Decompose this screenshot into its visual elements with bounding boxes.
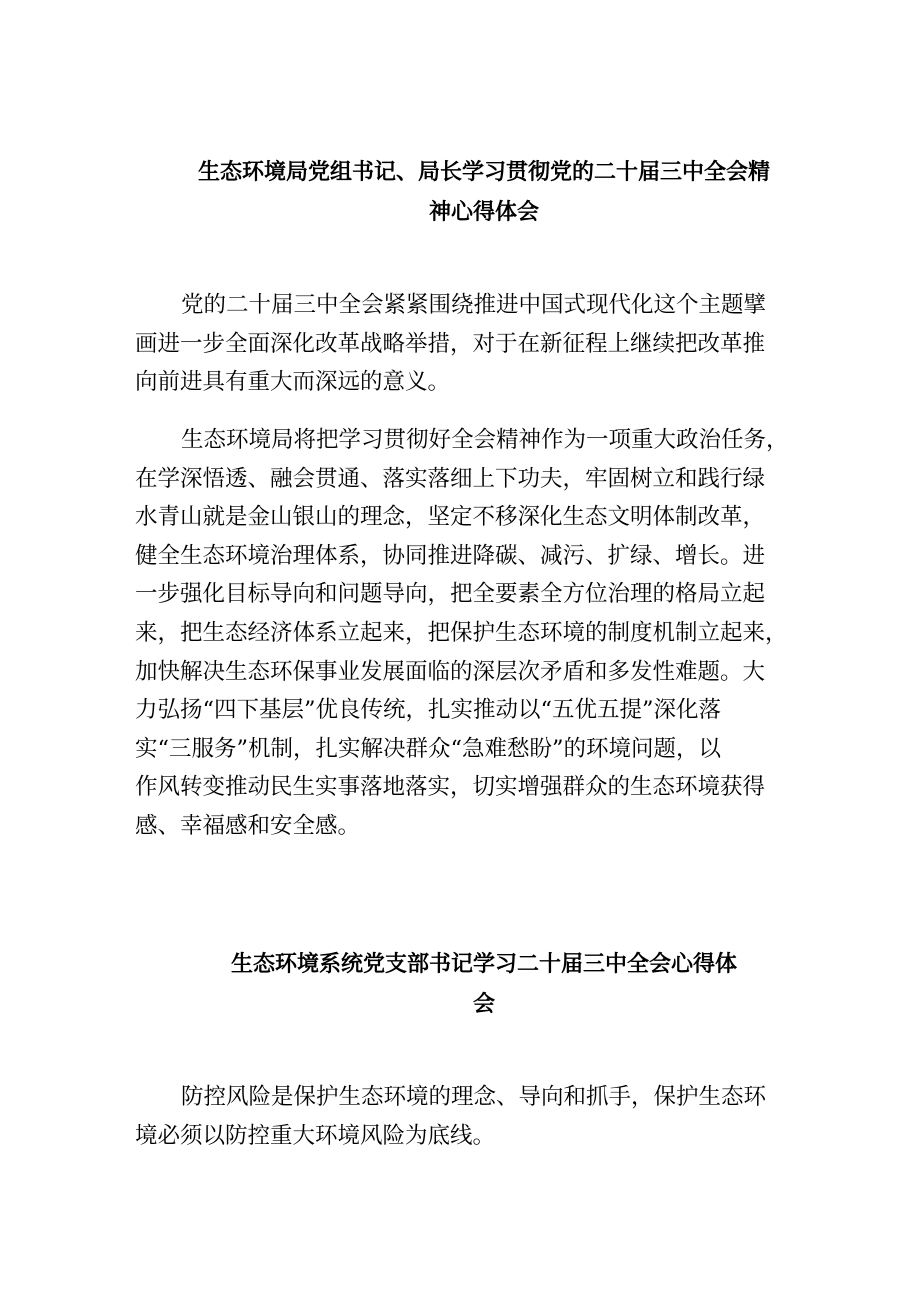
- text-line: 来，把生态经济体系立起来，把保护生态环境的制度机制立起来，: [135, 619, 788, 646]
- article-title-2: [120, 944, 848, 1024]
- text-line: 健全生态环境治理体系，协同推进降碳、减污、扩绿、增长。进: [135, 542, 766, 569]
- text-line: 感、幸福感和安全感。: [135, 812, 361, 839]
- text-line: 在学深悟透、融会贯通、落实落细上下功夫，牢固树立和践行绿: [135, 465, 766, 492]
- text-line: 加快解决生态环保事业发展面临的深层次矛盾和多发性难题。大: [135, 658, 766, 685]
- article-2-paragraph-1: [135, 1078, 791, 1155]
- text-line: 向前进具有重大而深远的意义。: [135, 369, 451, 396]
- text-line: 生态环境局将把学习贯彻好全会精神作为一项重大政治任务，: [181, 427, 789, 453]
- text-line: 实“三服务”机制，扎实解决群众“急难愁盼”的环境问题，以: [135, 735, 722, 762]
- text-line: 防控风险是保护生态环境的理念、导向和抓手，保护生态环: [181, 1084, 767, 1110]
- article-1-paragraph-1: [135, 286, 791, 402]
- title-line: 神心得体会: [428, 199, 539, 225]
- text-line: 一步强化目标导向和问题导向，把全要素全方位治理的格局立起: [135, 581, 766, 608]
- article-title-1: [120, 152, 848, 232]
- title-line: 生态环境局党组书记、局长学习贯彻党的二十届三中全会精: [197, 159, 770, 185]
- text-line: 作风转变推动民生实事落地落实，切实增强群众的生态环境获得: [135, 774, 766, 801]
- text-line: 水青山就是金山银山的理念，坚定不移深化生态文明体制改革，: [135, 504, 766, 531]
- title-line: 会: [472, 991, 495, 1017]
- text-line: 力弘扬“四下基层”优良传统，扎实推动以“五优五提”深化落: [135, 697, 722, 724]
- article-1-paragraph-2: [135, 421, 791, 846]
- text-line: 境必须以防控重大环境风险为底线。: [135, 1122, 496, 1149]
- text-line: 党的二十届三中全会紧紧围绕推进中国式现代化这个主题擘: [181, 292, 767, 318]
- text-line: 画进一步全面深化改革战略举措，对于在新征程上继续把改革推: [135, 330, 766, 357]
- title-line: 生态环境系统党支部书记学习二十届三中全会心得体: [230, 951, 737, 977]
